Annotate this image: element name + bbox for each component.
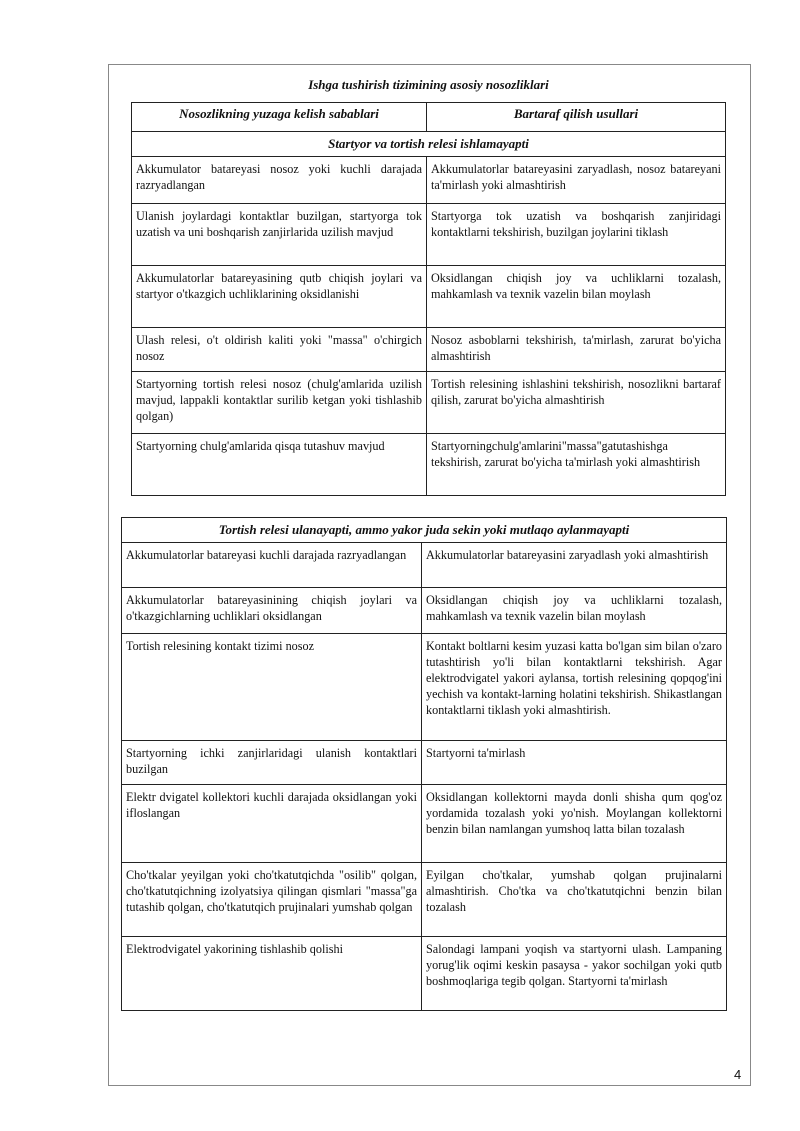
table-row <box>132 328 726 372</box>
cause-cell: Elektrodvigatel yakorining tishlashib qolishi <box>122 937 422 1011</box>
remedy-cell: Nosoz asboblarni tekshirish, ta'mirlash, zarurat bo'yicha almashtirish <box>427 328 726 372</box>
section-row <box>132 132 726 157</box>
cause-cell: Ulanish joylardagi kontaktlar buzilgan, startyorga tok uzatish va uni boshqarish zanjirlarida uzilish mavjud <box>132 204 427 266</box>
remedy-cell: Startyorga tok uzatish va boshqarish zanjiridagi kontaktlarni tekshirish, buzilgan joylarini tiklash <box>427 204 726 266</box>
table-row <box>132 434 726 496</box>
remedy-cell: Salondagi lampani yoqish va startyorni ulash. Lampaning yorug'lik oqimi keskin pasaysa - yakor sochilgan yoki qutb boshmoqlariga tegib qolgan. Startyorni ta'mirlash <box>422 937 727 1011</box>
table-row <box>132 157 726 204</box>
cause-cell: Cho'tkalar yeyilgan yoki cho'tkatutqichda "osilib" qolgan, cho'tkatutqichning izolyatsiya qilingan qismlari "massa"ga tutashib qolgan, cho'tkatutqich prujinalari yumshab qolgan <box>122 863 422 937</box>
remedy-cell: Kontakt boltlarni kesim yuzasi katta bo'lgan sim bilan o'zaro tutashtirish yo'li bilan kontaktlarni tekshirish. Agar elektrodvigatel yakori aylansa, tortish relesining qopqog'ini yechish va kontakt-larning holatini tekshirish. Shikastlangan kontaktlarni tiklash yoki almashtirish. <box>422 634 727 741</box>
page-number: 4 <box>734 1067 742 1082</box>
table-row <box>132 372 726 434</box>
table-row <box>132 266 726 328</box>
remedy-cell: Oksidlangan kollektorni mayda donli shisha qum qog'oz yordamida tozalash yoki yo'nish. Moylangan kollektorni benzin bilan namlangan yumshoq latta bilan tozalash <box>422 785 727 863</box>
cause-cell: Ulash relesi, o't oldirish kaliti yoki "massa" o'chirgich nosoz <box>132 328 427 372</box>
table-header-row <box>132 103 726 132</box>
remedy-cell: Tortish relesining ishlashini tekshirish, nosozlikni bartaraf qilish, zarurat bo'yicha almashtirish <box>427 372 726 434</box>
table-row <box>122 785 727 863</box>
section-row <box>122 518 727 543</box>
cause-cell: Startyorning ichki zanjirlaridagi ulanish kontaktlari buzilgan <box>122 741 422 785</box>
remedy-cell: Akkumulatorlar batareyasini zaryadlash yoki almashtirish <box>422 543 727 588</box>
remedy-cell: Akkumulatorlar batareyasini zaryadlash, nosoz batareyani ta'mirlash yoki almashtirish <box>427 157 726 204</box>
table-row <box>122 863 727 937</box>
cause-cell: Startyorning tortish relesi nosoz (chulg'amlarida uzilish mavjud, lappakli kontaktlar surilib ketgan yoki tishlashib qolgan) <box>132 372 427 434</box>
remedy-cell: Startyorningchulg'amlarini"massa"gatutashishga tekshirish, zarurat bo'yicha ta'mirlash yoki almashtirish <box>427 434 726 496</box>
table-row <box>122 634 727 741</box>
cause-cell: Akkumulatorlar batareyasining qutb chiqish joylari va startyor o'tkazgich uchliklarining oksidlanishi <box>132 266 427 328</box>
remedy-cell: Oksidlangan chiqish joy va uchliklarni tozalash, mahkamlash va texnik vazelin bilan moylash <box>427 266 726 328</box>
faults-table-1 <box>131 102 726 496</box>
page-title: Ishga tushirish tizimining asosiy nosozliklari <box>308 77 549 92</box>
cause-cell: Elektr dvigatel kollektori kuchli darajada oksidlangan yoki ifloslangan <box>122 785 422 863</box>
cause-cell: Akkumulatorlar batareyasi kuchli darajada razryadlangan <box>122 543 422 588</box>
remedy-cell: Eyilgan cho'tkalar, yumshab qolgan prujinalarni almashtirish. Cho'tka va cho'tkatutqichni benzin bilan tozalash <box>422 863 727 937</box>
header-causes: Nosozlikning yuzaga kelish sabablari <box>132 103 427 132</box>
cause-cell: Akkumulatorlar batareyasinining chiqish joylari va o'tkazgichlarning uchliklari oksidlangan <box>122 588 422 634</box>
cause-cell: Akkumulator batareyasi nosoz yoki kuchli darajada razryadlangan <box>132 157 427 204</box>
faults-table-2 <box>121 517 727 1011</box>
table-row <box>122 937 727 1011</box>
table-row <box>122 543 727 588</box>
table-row <box>122 588 727 634</box>
remedy-cell: Startyorni ta'mirlash <box>422 741 727 785</box>
table-row <box>132 204 726 266</box>
section-title: Startyor va tortish relesi ishlamayapti <box>132 132 726 157</box>
header-remedies: Bartaraf qilish usullari <box>427 103 726 132</box>
cause-cell: Startyorning chulg'amlarida qisqa tutashuv mavjud <box>132 434 427 496</box>
section-title: Tortish relesi ulanayapti, ammo yakor juda sekin yoki mutlaqo aylanmayapti <box>122 518 727 543</box>
remedy-cell: Oksidlangan chiqish joy va uchliklarni tozalash, mahkamlash va texnik vazelin bilan moylash <box>422 588 727 634</box>
table-row <box>122 741 727 785</box>
cause-cell: Tortish relesining kontakt tizimi nosoz <box>122 634 422 741</box>
